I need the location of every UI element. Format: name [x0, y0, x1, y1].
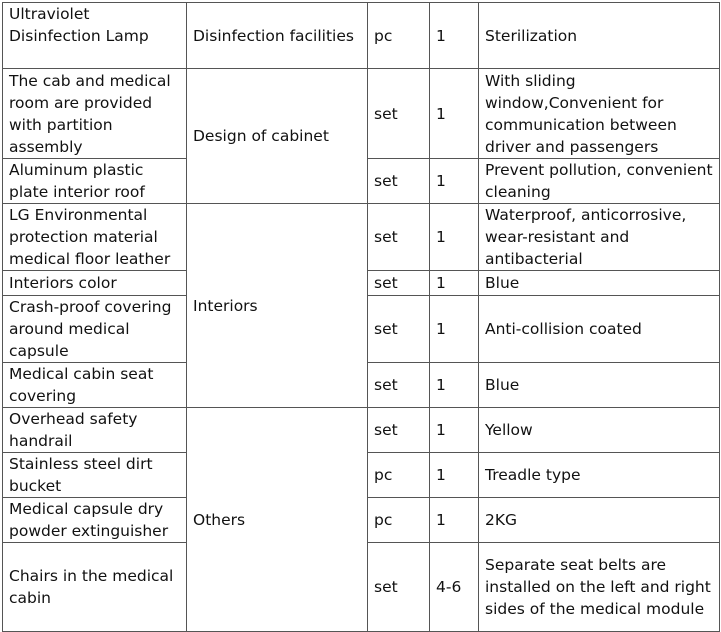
equipment-table — [2, 2, 720, 632]
table-row — [3, 3, 720, 69]
remark-cell: Treadle type — [479, 453, 720, 498]
item-cell: Medical capsule dry powder extinguisher — [3, 498, 187, 543]
remark-cell: Waterproof, anticorrosive, wear-resistant and antibacterial — [479, 204, 720, 271]
unit-cell: pc — [368, 498, 430, 543]
remark-cell: Sterilization — [479, 3, 720, 69]
unit-cell: set — [368, 204, 430, 271]
unit-cell: set — [368, 296, 430, 363]
remark-cell: Separate seat belts are installed on the left and right sides of the medical module — [479, 543, 720, 632]
table-row — [3, 204, 720, 271]
item-cell: Stainless steel dirt bucket — [3, 453, 187, 498]
unit-cell: set — [368, 543, 430, 632]
unit-cell: set — [368, 69, 430, 159]
remark-cell: Prevent pollution, convenient cleaning — [479, 159, 720, 204]
item-cell: Ultraviolet Disinfection Lamp — [3, 3, 187, 69]
item-cell: The cab and medical room are provided with partition assembly — [3, 69, 187, 159]
quantity-cell: 1 — [430, 159, 479, 204]
quantity-cell: 1 — [430, 271, 479, 296]
table-row — [3, 408, 720, 453]
remark-cell: Yellow — [479, 408, 720, 453]
quantity-cell: 1 — [430, 296, 479, 363]
category-cell: Others — [187, 408, 368, 632]
quantity-cell: 1 — [430, 3, 479, 69]
quantity-cell: 1 — [430, 363, 479, 408]
item-cell: LG Environmental protection material medical floor leather — [3, 204, 187, 271]
unit-cell: pc — [368, 453, 430, 498]
unit-cell: set — [368, 363, 430, 408]
item-cell: Overhead safety handrail — [3, 408, 187, 453]
quantity-cell: 1 — [430, 69, 479, 159]
remark-cell: With sliding window,Convenient for communication between driver and passengers — [479, 69, 720, 159]
category-cell: Design of cabinet — [187, 69, 368, 204]
table-row — [3, 69, 720, 159]
unit-cell: set — [368, 271, 430, 296]
remark-cell: Blue — [479, 271, 720, 296]
remark-cell: Blue — [479, 363, 720, 408]
item-cell: Aluminum plastic plate interior roof — [3, 159, 187, 204]
quantity-cell: 1 — [430, 453, 479, 498]
quantity-cell: 1 — [430, 204, 479, 271]
category-cell: Disinfection facilities — [187, 3, 368, 69]
unit-cell: pc — [368, 3, 430, 69]
item-cell: Crash-proof covering around medical capsule — [3, 296, 187, 363]
quantity-cell: 1 — [430, 498, 479, 543]
remark-cell: Anti-collision coated — [479, 296, 720, 363]
quantity-cell: 1 — [430, 408, 479, 453]
unit-cell: set — [368, 159, 430, 204]
item-cell: Interiors color — [3, 271, 187, 296]
remark-cell: 2KG — [479, 498, 720, 543]
item-cell: Medical cabin seat covering — [3, 363, 187, 408]
category-cell: Interiors — [187, 204, 368, 408]
item-cell: Chairs in the medical cabin — [3, 543, 187, 632]
quantity-cell: 4-6 — [430, 543, 479, 632]
unit-cell: set — [368, 408, 430, 453]
